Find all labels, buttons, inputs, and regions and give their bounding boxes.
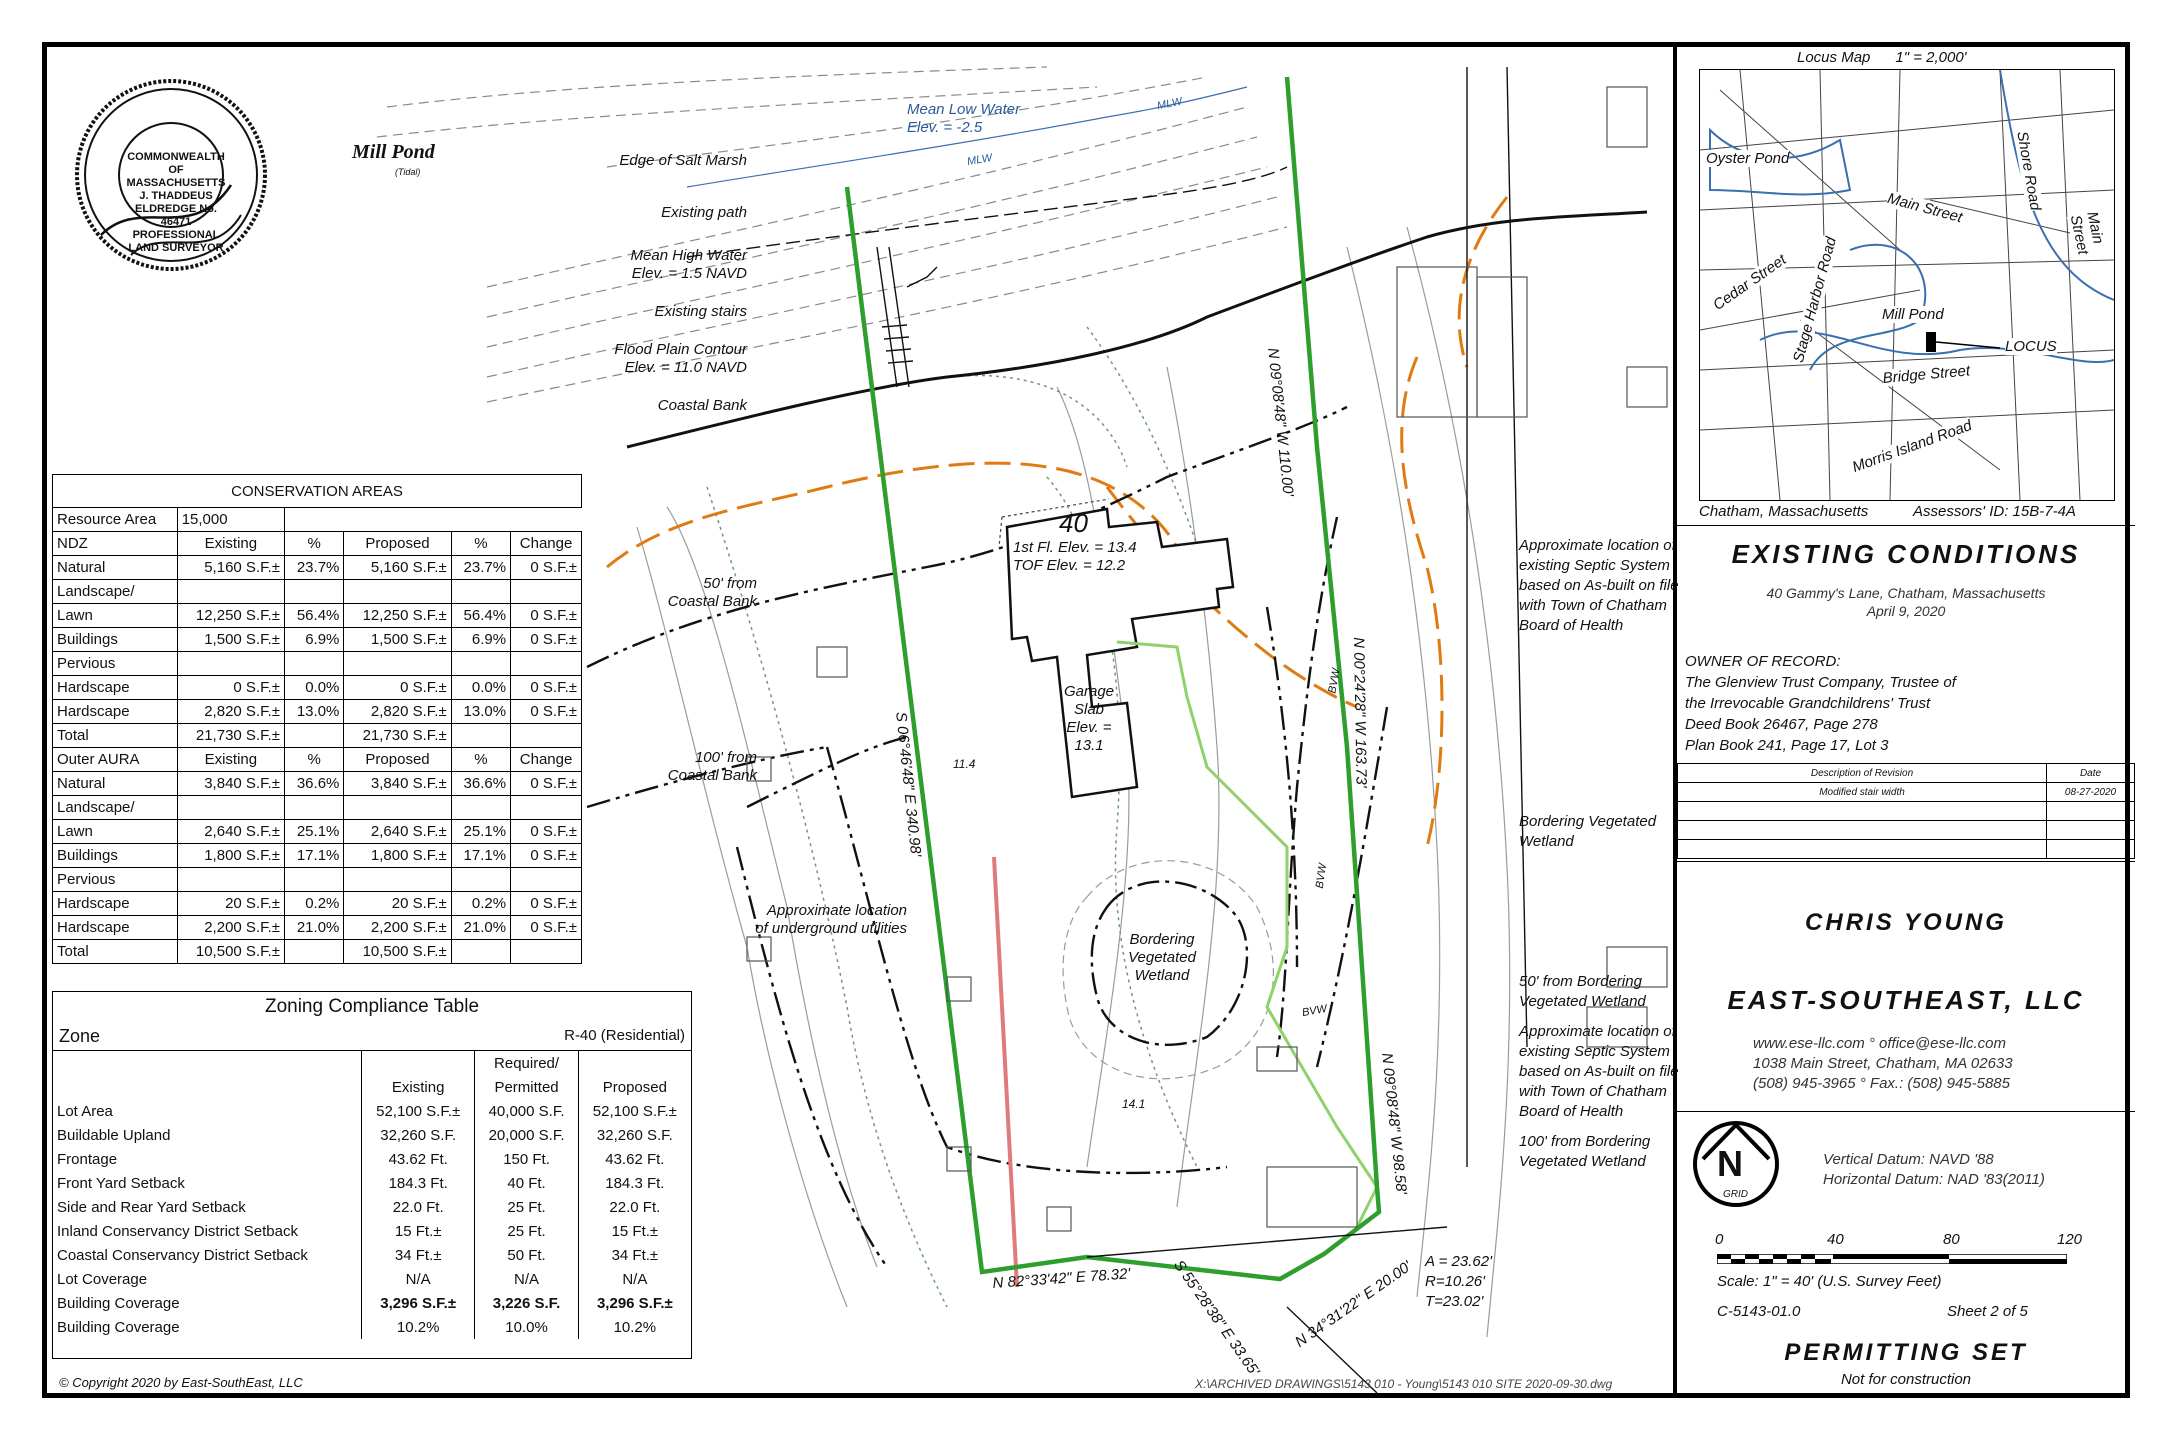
locus-map xyxy=(1699,69,2115,501)
label-bvw-1: Bordering xyxy=(1129,931,1195,948)
bearing-north-2: N 00°24'28" W 163.73' xyxy=(1350,637,1370,788)
sheet-date: April 9, 2020 xyxy=(1866,603,1946,619)
label-garage-2: Slab xyxy=(1073,701,1105,718)
label-septic-b-2: existing Septic System xyxy=(1519,1043,1670,1060)
bearing-south-2: S 55°28'38" E 33.65' xyxy=(1170,1257,1263,1380)
scale-tick-80: 80 xyxy=(1943,1231,1960,1248)
conservation-row: Hardscape 0 S.F.± 0.0% 0 S.F.± 0.0% 0 S.F.± xyxy=(53,676,582,700)
zoning-row: Buildable Upland 32,260 S.F. 20,000 S.F. 32,260 S.F. xyxy=(53,1123,691,1147)
revision-row: Modified stair width 08-27-2020 xyxy=(1678,783,2135,802)
label-first-floor: 1st Fl. Elev. = 13.4 xyxy=(1013,539,1137,556)
label-100-bvw-1: 100' from Bordering xyxy=(1519,1133,1651,1150)
existing-stairs xyxy=(877,247,937,387)
bearing-north-1: N 09°08'48" W 110.00' xyxy=(1264,347,1297,498)
mlw-tag-2: MLW xyxy=(966,151,994,169)
label-tof: TOF Elev. = 12.2 xyxy=(1013,557,1126,574)
locus-shore-road: Shore Road xyxy=(2013,130,2044,212)
conservation-row: Buildings 1,800 S.F.± 17.1% 1,800 S.F.± 17.1% 0 S.F.± xyxy=(53,844,582,868)
conservation-row: Lawn 12,250 S.F.± 56.4% 12,250 S.F.± 56.4% 0 S.F.± xyxy=(53,604,582,628)
zoning-row: Side and Rear Yard Setback 22.0 Ft. 25 Ft. 22.0 Ft. xyxy=(53,1195,691,1219)
buffer-lines xyxy=(587,407,1387,1267)
title-block xyxy=(1673,47,2135,1393)
label-mhw: Mean High Water xyxy=(630,247,747,264)
firm-name: EAST-SOUTHEAST, LLC xyxy=(1727,985,2085,1015)
conservation-row: Total 21,730 S.F.± 21,730 S.F.± xyxy=(53,724,582,748)
label-mhw-elev: Elev. = 1.5 NAVD xyxy=(631,265,747,282)
drawing-sheet xyxy=(42,42,2130,1398)
tree-line xyxy=(707,327,1217,1307)
zoning-head-proposed: Proposed xyxy=(578,1075,691,1099)
water-body-name: Mill Pond xyxy=(352,141,435,163)
conservation-row: Natural 5,160 S.F.± 23.7% 5,160 S.F.± 23.7% 0 S.F.± xyxy=(53,556,582,580)
zone-value: R-40 (Residential) xyxy=(564,1027,685,1044)
coastal-bank-line xyxy=(627,212,1647,447)
vertical-datum: Vertical Datum: NAVD '88 xyxy=(1823,1151,1994,1168)
label-coastal-bank: Coastal Bank xyxy=(657,397,747,414)
conservation-row: Pervious xyxy=(53,868,582,892)
bearing-south-3: N 34°31'22" E 20.00' xyxy=(1292,1257,1415,1351)
conservation-row: Landscape/ xyxy=(53,796,582,820)
contour-lines xyxy=(377,67,1287,402)
locus-cedar-street: Cedar Street xyxy=(1710,251,1790,314)
conservation-row: Buildings 1,500 S.F.± 6.9% 1,500 S.F.± 6.9% 0 S.F.± xyxy=(53,628,582,652)
bearing-north-3: N 09°08'48" W 98.58' xyxy=(1378,1052,1410,1196)
scale-tick-40: 40 xyxy=(1827,1231,1844,1248)
locus-label: LOCUS xyxy=(2005,338,2057,355)
conservation-row: Natural 3,840 S.F.± 36.6% 3,840 S.F.± 36.6% 0 S.F.± xyxy=(53,772,582,796)
horizontal-datum: Horizontal Datum: NAD '83(2011) xyxy=(1823,1171,2045,1188)
label-existing-stairs: Existing stairs xyxy=(654,303,747,320)
locus-title: Locus Map 1" = 2,000' xyxy=(1797,49,1967,66)
zoning-row: Building Coverage 3,296 S.F.± 3,226 S.F. 3,296 S.F.± xyxy=(53,1291,691,1315)
mlw-tag-1: MLW xyxy=(1156,95,1184,113)
bvw-line-east xyxy=(1277,517,1337,1057)
sheet-title: EXISTING CONDITIONS xyxy=(1731,539,2081,569)
seal-text: COMMONWEALTH OF MASSACHUSETTS J. THADDEUS ELDREDGE No. 46471 PROFESSIONAL LAND SURVEYOR xyxy=(126,151,226,254)
label-bvw-3: Wetland xyxy=(1134,967,1190,984)
zone-label: Zone xyxy=(59,1026,101,1046)
label-septic-a-5: Board of Health xyxy=(1519,617,1624,634)
locus-morris-island: Morris Island Road xyxy=(1850,416,1975,476)
label-50-bvw-2: Vegetated Wetland xyxy=(1519,993,1646,1010)
zoning-row: Coastal Conservancy District Setback 34 Ft.± 50 Ft. 34 Ft.± xyxy=(53,1243,691,1267)
zoning-head-required: Required/ xyxy=(475,1051,578,1075)
lot-lines xyxy=(1087,67,1527,1393)
zoning-table-box xyxy=(52,991,692,1359)
owner-of-record: OWNER OF RECORD: The Glenview Trust Company, Trustee of the Irrevocable Grandchildrens' Trust Deed Book 26467, Page 278 Plan Book 241, Page 17, Lot 3 xyxy=(1685,653,1956,754)
locus-mill-pond: Mill Pond xyxy=(1882,306,1944,323)
aura-header-row: Outer AURA Existing % Proposed % Change xyxy=(53,748,582,772)
label-100-bank-2: Coastal Bank xyxy=(667,767,757,784)
zoning-row: Building Coverage 10.2% 10.0% 10.2% xyxy=(53,1315,691,1339)
conservation-row: Hardscape 2,200 S.F.± 21.0% 2,200 S.F.± 21.0% 0 S.F.± xyxy=(53,916,582,940)
utility-line xyxy=(994,857,1017,1287)
scale-tick-120: 120 xyxy=(2057,1231,2083,1248)
zoning-row: Lot Area 52,100 S.F.± 40,000 S.F. 52,100 S.F.± xyxy=(53,1099,691,1123)
label-septic-a-3: based on As-built on file xyxy=(1519,577,1679,594)
sheet-number: Sheet 2 of 5 xyxy=(1947,1303,2028,1320)
locus-marker xyxy=(1926,332,1936,352)
north-letter: N xyxy=(1717,1143,1743,1184)
label-bordering-veg-1: Bordering Vegetated xyxy=(1519,813,1657,830)
label-septic-a-1: Approximate location of xyxy=(1519,537,1676,554)
label-septic-b-4: with Town of Chatham xyxy=(1519,1083,1667,1100)
bvw-tag-1: BVW xyxy=(1326,667,1343,695)
copyright: © Copyright 2020 by East-SouthEast, LLC xyxy=(59,1375,303,1390)
label-100-bank: 100' from xyxy=(694,749,757,766)
bearing-west: S 06°46'48" E 340.98' xyxy=(892,711,925,858)
bvw-tag-3: BVW xyxy=(1301,1002,1328,1020)
label-septic-a-2: existing Septic System xyxy=(1519,557,1670,574)
label-garage-1: Garage xyxy=(1063,683,1115,700)
site-address: 40 Gammy's Lane, Chatham, Massachusetts xyxy=(1766,585,2046,601)
label-septic-b-5: Board of Health xyxy=(1519,1103,1624,1120)
firm-web: www.ese-llc.com ° office@ese-llc.com xyxy=(1753,1035,2006,1052)
locus-main-street-2: Main Street xyxy=(2066,210,2107,257)
zoning-row: Inland Conservancy District Setback 15 Ft.± 25 Ft. 15 Ft.± xyxy=(53,1219,691,1243)
zoning-row: Frontage 43.62 Ft. 150 Ft. 43.62 Ft. xyxy=(53,1147,691,1171)
zoning-title: Zoning Compliance Table xyxy=(264,996,480,1017)
label-garage-4: 13.1 xyxy=(1074,737,1104,754)
water-body-sub: (Tidal) xyxy=(395,167,421,177)
label-underground-2: of underground utilities xyxy=(755,920,907,937)
not-for-construction: Not for construction xyxy=(1840,1371,1972,1388)
label-house-number: 40 xyxy=(1059,508,1088,538)
scale-bar-graphic xyxy=(1717,1251,2067,1261)
label-spot-2: 14.1 xyxy=(1122,1097,1146,1111)
zoning-head-permitted: Permitted xyxy=(475,1075,578,1099)
label-100-bvw-2: Vegetated Wetland xyxy=(1519,1153,1646,1170)
conservation-areas-table: CONSERVATION AREAS Resource Area 15,000 NDZ Existing % Proposed % Change Natural 5,160 S.F.± 23.7% 5,160 S.F.± 23.7% 0 S.F.± Landscape/ Lawn 12,250 S.F.± 56.4% 12,250 S.F.± 56.4% 0 S.F.± Buildings 1,500 S.F.± 6.9% 1,500 S.F.± 6.9% 0 S.F.± Pervious Hardscape 0 S.F.± 0.0% 0 S.F.± 0.0% 0 S.F.± Hardscape 2,820 S.F.± 13.0% 2,820 S.F.± 13.0% 0 S.F.± Total 21,730 S.F.± 21,730 S.F.± Outer AURA Existing % Proposed % Change Natural 3,840 S.F.± 36.6% 3,840 S.F.± 36.6% 0 S.F.± Landscape/ Lawn 2,640 S.F.± 25.1% 2,640 S.F.± 25.1% 0 S.F.± Buildings 1,800 S.F.± 17.1% 1,800 S.F.± 17.1% 0 S.F.± Pervious Hardscape 20 S.F.± 0.2% 20 S.F.± 0.2% 0 S.F.± Hardscape 2,200 S.F.± 21.0% 2,200 S.F.± 21.0% 0 S.F.± Total 10,500 S.F.± 10,500 S.F.± xyxy=(52,474,582,964)
label-50-bank: 50' from xyxy=(703,575,757,592)
conservation-row: Hardscape 2,820 S.F.± 13.0% 2,820 S.F.± 13.0% 0 S.F.± xyxy=(53,700,582,724)
label-septic-a-4: with Town of Chatham xyxy=(1519,597,1667,614)
curve-tangent: T=23.02' xyxy=(1425,1293,1484,1310)
conservation-row: Landscape/ xyxy=(53,580,582,604)
label-50-bvw-1: 50' from Bordering xyxy=(1519,973,1642,990)
label-mlw: Mean Low Water xyxy=(907,101,1021,118)
locus-streets xyxy=(1700,70,2114,500)
locus-assessor: Assessors' ID: 15B-7-4A xyxy=(1913,503,2076,520)
zoning-row: Lot Coverage N/A N/A N/A xyxy=(53,1267,691,1291)
label-flood-plain: Flood Plain Contour xyxy=(614,341,747,358)
label-septic-b-3: based on As-built on file xyxy=(1519,1063,1679,1080)
firm-phone: (508) 945-3965 ° Fax.: (508) 945-5885 xyxy=(1753,1075,2010,1092)
conservation-row: Total 10,500 S.F.± 10,500 S.F.± xyxy=(53,940,582,964)
revision-table: Description of Revision Date Modified stair width 08-27-2020 xyxy=(1677,763,2135,859)
zoning-head-existing: Existing xyxy=(362,1075,475,1099)
ndz-header-row: NDZ Existing % Proposed % Change xyxy=(53,532,582,556)
label-salt-marsh: Edge of Salt Marsh xyxy=(619,152,747,169)
permitting-set: PERMITTING SET xyxy=(1784,1339,2028,1366)
salt-marsh-line xyxy=(687,167,1287,257)
label-spot-1: 11.4 xyxy=(953,757,976,771)
scale-tick-0: 0 xyxy=(1715,1231,1724,1248)
bvw-tag-2: BVW xyxy=(1313,862,1330,890)
label-50-bank-2: Coastal Bank xyxy=(667,593,757,610)
label-garage-3: Elev. = xyxy=(1066,719,1112,736)
curve-arc: A = 23.62' xyxy=(1425,1253,1492,1270)
locus-town: Chatham, Massachusetts xyxy=(1699,503,1869,520)
locus-main-street-1: Main Street xyxy=(1885,190,1965,227)
label-mlw-elev: Elev. = -2.5 xyxy=(907,119,983,136)
label-bordering-veg-2: Wetland xyxy=(1519,833,1574,850)
conservation-title: CONSERVATION AREAS xyxy=(53,475,582,508)
locus-stage-harbor: Stage Harbor Road xyxy=(1790,235,1840,365)
bearing-south-1: N 82°33'42" E 78.32' xyxy=(992,1265,1131,1292)
conservation-row: Hardscape 20 S.F.± 0.2% 20 S.F.± 0.2% 0 S.F.± xyxy=(53,892,582,916)
label-flood-plain-elev: Elev. = 11.0 NAVD xyxy=(624,359,747,376)
conservation-row: Pervious xyxy=(53,652,582,676)
scale-text: Scale: 1" = 40' (U.S. Survey Feet) xyxy=(1717,1273,1942,1290)
client-name: CHRIS YOUNG xyxy=(1805,909,2007,936)
job-number: C-5143-01.0 xyxy=(1717,1303,1801,1320)
label-existing-path: Existing path xyxy=(661,204,747,221)
locus-bridge-street: Bridge Street xyxy=(1882,362,1971,387)
firm-street: 1038 Main Street, Chatham, MA 02633 xyxy=(1753,1055,2013,1072)
curve-radius: R=10.26' xyxy=(1425,1273,1485,1290)
label-underground-1: Approximate location xyxy=(766,902,907,919)
label-septic-b-1: Approximate location of xyxy=(1519,1023,1676,1040)
zoning-row: Front Yard Setback 184.3 Ft. 40 Ft. 184.3 Ft. xyxy=(53,1171,691,1195)
file-path: X:\ARCHIVED DRAWINGS\5143 010 - Young\5143 010 SITE 2020-09-30.dwg xyxy=(1195,1377,1613,1391)
locus-oyster-pond: Oyster Pond xyxy=(1706,150,1790,167)
conservation-row: Lawn 2,640 S.F.± 25.1% 2,640 S.F.± 25.1% 0 S.F.± xyxy=(53,820,582,844)
north-grid: GRID xyxy=(1723,1189,1748,1200)
label-bvw-2: Vegetated xyxy=(1128,949,1196,966)
